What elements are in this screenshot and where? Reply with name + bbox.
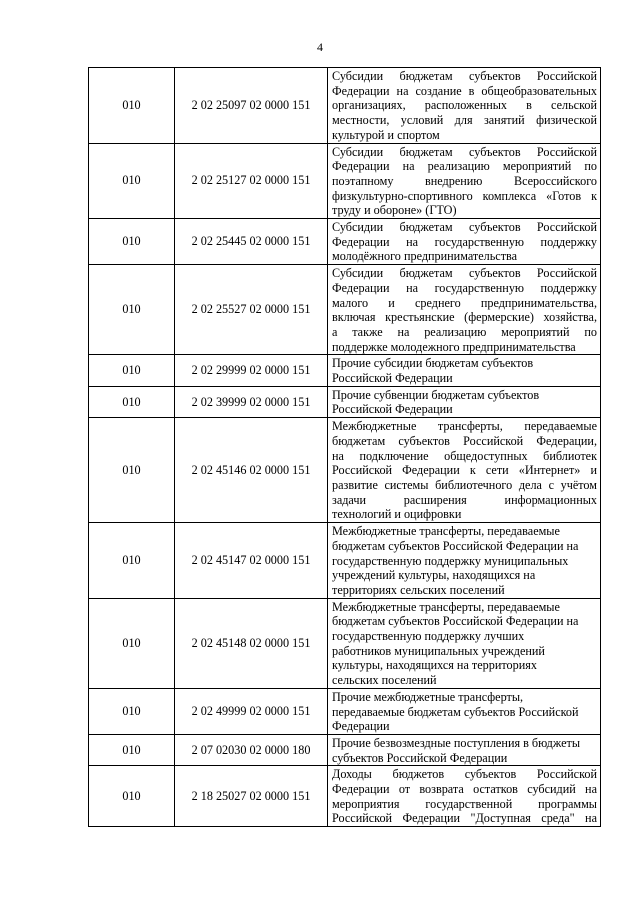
admin-code-cell: 010 <box>89 598 175 688</box>
admin-code-cell: 010 <box>89 688 175 734</box>
table-row <box>89 734 601 765</box>
description-line: местности, условий для занятий физической <box>332 113 597 128</box>
admin-code-cell: 010 <box>89 219 175 265</box>
revenue-description-cell <box>328 418 601 523</box>
revenue-description-cell <box>328 766 601 827</box>
budget-classification-code-cell: 2 02 25127 02 0000 151 <box>175 143 328 219</box>
description-line: Прочие субвенции бюджетам субъектов <box>332 387 540 402</box>
description-line: Субсидии бюджетам субъектов Российской <box>332 266 597 281</box>
revenue-codes-table <box>88 67 601 827</box>
description-line: бюджетам субъектов Российской Федерации, <box>332 433 597 448</box>
budget-classification-code-cell: 2 07 02030 02 0000 180 <box>175 734 328 765</box>
admin-code-cell: 010 <box>89 355 175 386</box>
table-row <box>89 265 601 355</box>
revenue-description-cell <box>328 523 601 599</box>
description-line: государственную поддержку муниципальных <box>332 553 569 568</box>
admin-code-cell: 010 <box>89 265 175 355</box>
description-line: субъектов Российской Федерации <box>332 750 508 765</box>
description-line: Субсидии бюджетам субъектов Российской <box>332 220 597 235</box>
description-line: задачи расширения информационных <box>332 492 597 507</box>
table-row <box>89 418 601 523</box>
description-line: на подключение общедоступных библиотек <box>332 448 597 463</box>
admin-code-cell: 010 <box>89 143 175 219</box>
description-line: молодёжного предпринимательства <box>332 249 518 264</box>
description-line: Прочие межбюджетные трансферты, <box>332 689 524 704</box>
description-line: технологий и оцифровки <box>332 507 462 522</box>
budget-classification-code-cell: 2 02 49999 02 0000 151 <box>175 688 328 734</box>
admin-code-cell: 010 <box>89 68 175 144</box>
description-line: мероприятия государственной программы <box>332 796 597 811</box>
revenue-description-cell <box>328 355 601 386</box>
description-line: Субсидии бюджетам субъектов Российской <box>332 144 597 159</box>
description-line: учреждений культуры, находящихся на <box>332 568 536 583</box>
page-number: 4 <box>317 40 323 54</box>
description-line: бюджетам субъектов Российской Федерации на <box>332 538 579 553</box>
description-line: Доходы бюджетов субъектов Российской <box>332 767 597 782</box>
revenue-description-cell <box>328 265 601 355</box>
description-line: бюджетам субъектов Российской Федерации на <box>332 614 579 629</box>
description-line: физкультурно-спортивного комплекса «Готов к <box>332 188 597 203</box>
table-row <box>89 143 601 219</box>
revenue-description-cell <box>328 143 601 219</box>
budget-classification-code-cell: 2 18 25027 02 0000 151 <box>175 766 328 827</box>
description-line: культуры, находящихся на территориях <box>332 658 537 673</box>
revenue-description-cell <box>328 219 601 265</box>
description-line: Межбюджетные трансферты, передаваемые <box>332 419 597 434</box>
description-line: организациях, расположенных в сельской <box>332 98 597 113</box>
description-line: поддержке молодежного предпринимательства <box>332 339 576 354</box>
revenue-description-cell <box>328 68 601 144</box>
admin-code-cell: 010 <box>89 766 175 827</box>
revenue-description-cell <box>328 688 601 734</box>
budget-classification-code-cell: 2 02 25445 02 0000 151 <box>175 219 328 265</box>
description-line: Российской Федерации к сети «Интернет» и <box>332 463 597 478</box>
description-line: работников муниципальных учреждений <box>332 643 545 658</box>
revenue-description-cell <box>328 598 601 688</box>
table-row <box>89 386 601 417</box>
description-line: сельских поселений <box>332 673 437 688</box>
description-line: Российской Федерации <box>332 402 453 417</box>
table-row <box>89 766 601 827</box>
table-row <box>89 598 601 688</box>
description-line: Прочие безвозмездные поступления в бюджеты <box>332 735 581 750</box>
admin-code-cell: 010 <box>89 418 175 523</box>
budget-classification-code-cell: 2 02 25527 02 0000 151 <box>175 265 328 355</box>
description-line: развитие системы библиотечного дела с учётом <box>332 477 597 492</box>
description-line: Федерации <box>332 719 390 734</box>
budget-classification-code-cell: 2 02 39999 02 0000 151 <box>175 386 328 417</box>
table-row <box>89 688 601 734</box>
description-line: Федерации на государственную поддержку <box>332 280 597 295</box>
description-line: Федерации на государственную поддержку <box>332 234 597 249</box>
revenue-description-cell <box>328 386 601 417</box>
table-row <box>89 68 601 144</box>
admin-code-cell: 010 <box>89 386 175 417</box>
description-line: передаваемые бюджетам субъектов Российской <box>332 704 579 719</box>
revenue-description-cell <box>328 734 601 765</box>
admin-code-cell: 010 <box>89 734 175 765</box>
description-line: Российской Федерации "Доступная среда" на <box>332 811 597 826</box>
description-line: государственную поддержку лучших <box>332 629 525 644</box>
budget-classification-code-cell: 2 02 45146 02 0000 151 <box>175 418 328 523</box>
description-line: Прочие субсидии бюджетам субъектов <box>332 356 534 371</box>
description-line: территориях сельских поселений <box>332 582 505 597</box>
description-line: Субсидии бюджетам субъектов Российской <box>332 69 597 83</box>
description-line: Межбюджетные трансферты, передаваемые <box>332 599 560 614</box>
budget-classification-code-cell: 2 02 45147 02 0000 151 <box>175 523 328 599</box>
description-line: включая крестьянские (фермерские) хозяйства, <box>332 310 597 325</box>
admin-code-cell: 010 <box>89 523 175 599</box>
description-line: труду и обороне» (ГТО) <box>332 203 457 218</box>
budget-classification-code-cell: 2 02 29999 02 0000 151 <box>175 355 328 386</box>
description-line: Российской Федерации <box>332 371 453 386</box>
description-line: малого и среднего предпринимательства, <box>332 295 597 310</box>
budget-classification-code-cell: 2 02 45148 02 0000 151 <box>175 598 328 688</box>
table-row <box>89 355 601 386</box>
table-row <box>89 219 601 265</box>
description-line: Федерации на реализацию мероприятий по <box>332 159 597 174</box>
description-line: а также на реализацию мероприятий по <box>332 324 597 339</box>
table-row <box>89 523 601 599</box>
description-line: Федерации на создание в общеобразовательных <box>332 83 597 98</box>
description-line: культурой и спортом <box>332 127 440 142</box>
description-line: поэтапному внедрению Всероссийского <box>332 173 597 188</box>
description-line: Межбюджетные трансферты, передаваемые <box>332 524 560 539</box>
budget-classification-code-cell: 2 02 25097 02 0000 151 <box>175 68 328 144</box>
description-line: Федерации от возврата остатков субсидий на <box>332 782 597 797</box>
